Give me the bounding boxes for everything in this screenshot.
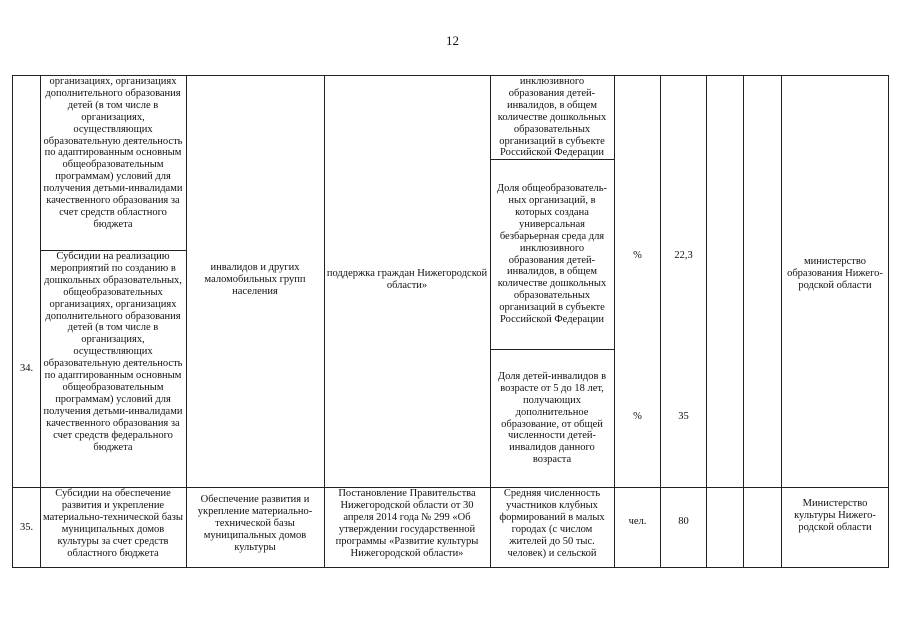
measure-text: Субсидии на реализацию мероприятий по созданию в дошкольных образовательных, общеобразовательных организациях, организациях дополнительного образования детей (в том числе в организациях, осуществляющих образовательную деятельность по адаптированным основным общеобразовательным программам) условий для получения детьми-инвалидами качественного образования за счет средств федерального бюджета [43,251,183,453]
page-number: 12 [446,33,459,48]
purpose-text: Обеспечение развития и укрепление материально-технической базы муниципальных домов культуры [197,494,313,553]
row-number: 35. [19,521,34,533]
legal-basis-text: поддержка граждан Нижегородской области» [326,268,488,291]
indicator-text: Доля детей-инвалидов в возрасте от 5 до 18 лет, получающих дополнительное образование, от общей численности детей-инвалидов данного возраста [497,370,607,466]
purpose-text: инвалидов и других маломобильных групп населения [204,262,306,297]
measure-text: Субсидии на обеспечение развития и укрепление материально-технической базы муниципальных домов культуры за счет средств областного бюджета [43,488,183,559]
value-text: 80 [678,516,689,528]
value-text: 22,3 [674,250,693,261]
legal-basis-text: Постановление Правительства Нижегородской области от 30 апреля 2014 года № 299 «Об утверждении государственной программы «Развитие культуры Нижегородской области» [335,488,479,559]
indicator-text: Средняя численность участников клубных формирований в малых городах (с числом жителей до 50 тыс. человек) и сельской [499,488,605,559]
row-number: 34. [19,362,34,374]
executor-text: Министерство культуры Нижего-родской области [794,498,876,533]
indicator-text: Доля общеобразователь-ных организаций, в которых создана универсальная безбарьерная среда для инклюзивного образования детей-инвалидов, в общем количестве дошкольных образовательных организаций в субъекте Российской Федерации [496,183,608,326]
unit-text: % [633,250,642,261]
unit-text: чел. [628,516,647,528]
measure-text: организациях, организациях дополнительного образования детей (в том числе в организациях, осуществляющих образовательную деятельность по адаптированным основным общеобразовательным программам) условий для получения детьми-инвалидами качественного образования за счет средств областного бюджета [43,76,183,230]
executor-text: министерство образования Нижего-родской области [787,256,883,291]
indicator-text: инклюзивного образования детей-инвалидов, в общем количестве дошкольных образовательных организаций в субъекте Российской Федерации [497,76,607,159]
unit-text: % [633,411,642,422]
value-text: 35 [678,411,689,422]
